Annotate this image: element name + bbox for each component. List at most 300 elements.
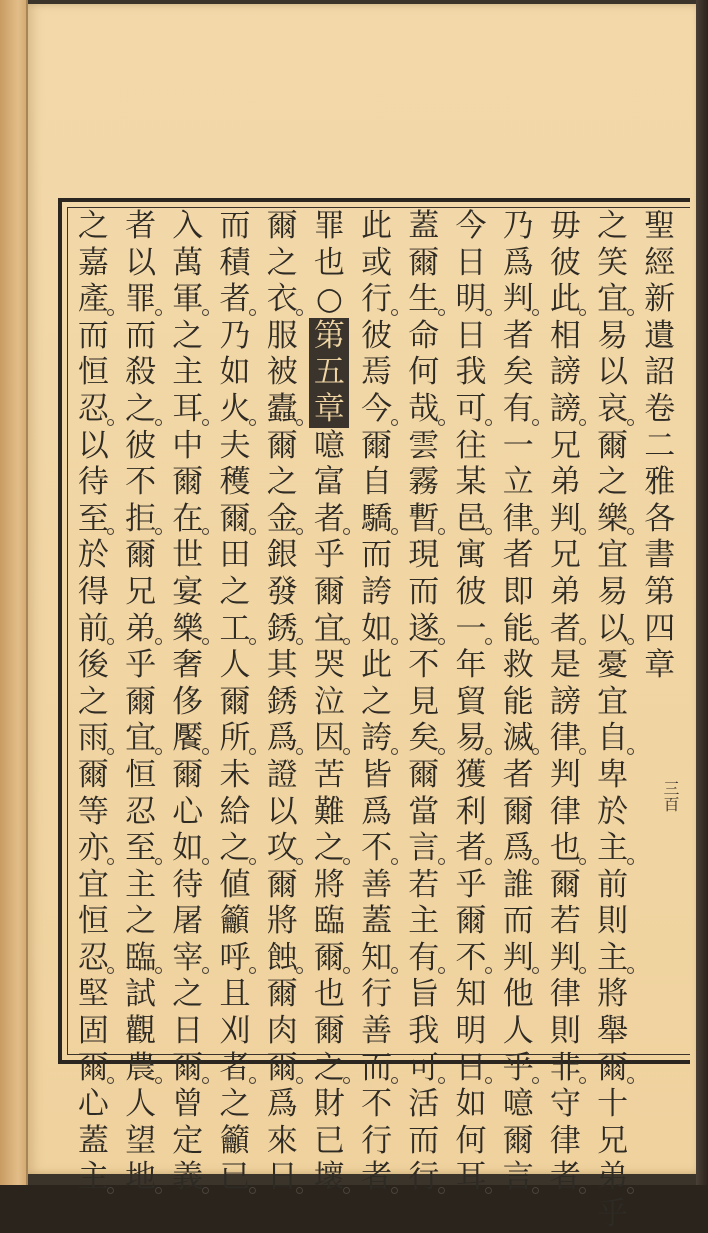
glyph: 律 (498, 501, 538, 538)
glyph: 主 (593, 830, 633, 867)
glyph: 憂 (597, 647, 629, 684)
glyph: 被 (266, 354, 298, 391)
glyph: 以 (125, 244, 157, 281)
glyph: 積 (219, 244, 251, 281)
glyph: 恒 (125, 756, 157, 793)
text-column (306, 208, 352, 1196)
text-column (448, 208, 494, 1196)
glyph: 罪 (313, 208, 345, 244)
glyph: 將 (313, 866, 345, 903)
glyph: 人 (502, 1013, 534, 1050)
glyph: 籲 (219, 1122, 251, 1159)
glyph: 銹 (266, 683, 298, 720)
glyph: 萬 (172, 244, 204, 281)
glyph: 苦 (313, 756, 345, 793)
glyph: 穫 (219, 464, 251, 501)
glyph: 爲 (361, 793, 393, 830)
glyph: 者 (545, 1159, 585, 1196)
glyph: 而 (357, 1050, 397, 1087)
glyph: 已 (215, 1159, 255, 1196)
glyph: 富 (313, 464, 345, 501)
glyph: 旨 (408, 976, 440, 1013)
text-column (259, 208, 305, 1196)
text-column (165, 208, 211, 1196)
glyph: 臨 (313, 903, 345, 940)
glyph: 爾 (219, 683, 251, 720)
glyph: 暫 (404, 501, 444, 538)
glyph: 待 (172, 866, 204, 903)
glyph: 某 (455, 464, 487, 501)
text-column (542, 208, 588, 1196)
glyph: 命 (408, 317, 440, 354)
glyph: 將 (266, 903, 298, 940)
glyph: 判 (498, 281, 538, 318)
glyph: 於 (597, 793, 629, 830)
glyph: 者 (451, 830, 491, 867)
glyph: 笑 (597, 244, 629, 281)
glyph: 立 (502, 464, 534, 501)
glyph: 而 (219, 208, 251, 244)
glyph: 爾 (172, 464, 204, 501)
glyph: 爲 (498, 830, 538, 867)
glyph: 年 (455, 647, 487, 684)
glyph: 未 (219, 756, 251, 793)
glyph: 之 (172, 317, 204, 354)
glyph: 恒 (77, 903, 109, 940)
glyph: 火 (215, 391, 255, 428)
glyph: 明 (451, 281, 491, 318)
glyph: 銀 (266, 537, 298, 574)
glyph: 誰 (502, 866, 534, 903)
glyph: 則 (549, 1013, 581, 1050)
glyph: 今 (455, 208, 487, 244)
glyph: 者 (215, 281, 255, 318)
glyph: 律 (549, 1122, 581, 1159)
glyph: 乃 (502, 208, 534, 244)
glyph: 謗 (549, 354, 581, 391)
glyph: 財 (313, 1086, 345, 1123)
glyph: 金 (262, 501, 302, 538)
glyph: 爾 (455, 903, 487, 940)
glyph: 得 (77, 573, 109, 610)
glyph: 詔 (644, 354, 676, 391)
glyph: 一 (451, 611, 491, 648)
glyph: 章 (644, 647, 676, 684)
glyph: 等 (77, 793, 109, 830)
glyph: 値 (219, 866, 251, 903)
glyph: 邑 (451, 501, 491, 538)
glyph: 行 (404, 1159, 444, 1196)
glyph: 之 (219, 573, 251, 610)
glyph: 之 (266, 244, 298, 281)
glyph: 侈 (172, 683, 204, 720)
glyph: 謗 (549, 683, 581, 720)
glyph: 忍 (73, 940, 113, 977)
glyph: 若 (549, 903, 581, 940)
glyph: 爾 (313, 573, 345, 610)
glyph: 蝕 (262, 940, 302, 977)
glyph: 雅 (644, 464, 676, 501)
binding-edge (696, 0, 708, 1185)
glyph: 宴 (172, 573, 204, 610)
glyph: 爾 (593, 1050, 633, 1087)
text-column (70, 208, 116, 1196)
glyph: 此 (361, 647, 393, 684)
glyph: 而 (502, 903, 534, 940)
glyph: 於 (77, 537, 109, 574)
glyph: 我 (455, 354, 487, 391)
glyph: 試 (125, 976, 157, 1013)
glyph: 非 (545, 1050, 585, 1087)
glyph: 罪 (121, 281, 161, 318)
glyph: 哉 (404, 391, 444, 428)
glyph: 田 (219, 537, 251, 574)
glyph: 已 (313, 1122, 345, 1159)
glyph: 主 (593, 940, 633, 977)
glyph: 驕 (357, 501, 397, 538)
glyph: 主 (73, 1159, 113, 1196)
glyph: 者 (545, 611, 585, 648)
glyph: 宜 (309, 611, 349, 648)
glyph: 十 (597, 1086, 629, 1123)
glyph: 守 (549, 1086, 581, 1123)
glyph: 不 (361, 1086, 393, 1123)
glyph: 明 (455, 1013, 487, 1050)
glyph: 之 (597, 208, 629, 244)
glyph: 利 (455, 793, 487, 830)
glyph: 工 (215, 611, 255, 648)
glyph: 曾 (172, 1086, 204, 1123)
glyph: 爾 (125, 683, 157, 720)
glyph: 毋 (549, 208, 581, 244)
glyph: 雲 (408, 427, 440, 464)
glyph: 乃 (219, 317, 251, 354)
glyph: 遂 (404, 611, 444, 648)
glyph: 乎 (597, 1196, 629, 1233)
glyph: 卑 (597, 756, 629, 793)
glyph: 日 (262, 1159, 302, 1196)
glyph: 殺 (125, 354, 157, 391)
glyph: 救 (502, 647, 534, 684)
glyph: 攻 (262, 830, 302, 867)
glyph: 後 (77, 647, 109, 684)
glyph: 主 (172, 354, 204, 391)
glyph: 善 (361, 866, 393, 903)
glyph: 也 (545, 830, 585, 867)
glyph: 爾 (408, 756, 440, 793)
glyph: 弟 (549, 464, 581, 501)
glyph: 爾 (309, 940, 349, 977)
glyph: 不 (408, 647, 440, 684)
glyph: 之 (125, 903, 157, 940)
glyph: 爾 (408, 244, 440, 281)
glyph: 嘉 (77, 244, 109, 281)
glyph: 而 (77, 317, 109, 354)
glyph: 易 (597, 317, 629, 354)
glyph: 待 (77, 464, 109, 501)
page-number: 三百 (661, 780, 680, 812)
glyph: 言 (498, 1159, 538, 1196)
glyph: 爾 (266, 427, 298, 464)
glyph: 書 (644, 537, 676, 574)
glyph: 泣 (313, 683, 345, 720)
glyph: 而 (361, 537, 393, 574)
glyph: 之 (219, 1086, 251, 1123)
glyph: 爾 (262, 1050, 302, 1087)
glyph: 爲 (266, 1086, 298, 1123)
glyph: 經 (644, 244, 676, 281)
glyph: 則 (597, 903, 629, 940)
glyph: 定 (172, 1122, 204, 1159)
glyph: 者 (125, 208, 157, 244)
glyph: 屠 (172, 903, 204, 940)
glyph: 日 (172, 1013, 204, 1050)
glyph: 相 (549, 317, 581, 354)
glyph: 自 (361, 464, 393, 501)
glyph: 蠹 (262, 391, 302, 428)
glyph: 爲 (262, 720, 302, 757)
glyph: 地 (121, 1159, 161, 1196)
glyph: 發 (266, 573, 298, 610)
glyph: 者 (502, 537, 534, 574)
glyph: 入 (172, 208, 204, 244)
glyph: 宜 (77, 866, 109, 903)
glyph: 兄 (597, 1122, 629, 1159)
glyph: 爾 (502, 1122, 534, 1159)
glyph: 滅 (498, 720, 538, 757)
glyph: 兄 (125, 573, 157, 610)
glyph: 之 (215, 830, 255, 867)
glyph: 行 (357, 281, 397, 318)
glyph: 義 (168, 1159, 208, 1196)
glyph: 固 (77, 1013, 109, 1050)
text-column (354, 208, 400, 1196)
glyph: 前 (73, 611, 113, 648)
glyph: 忍 (125, 793, 157, 830)
glyph: 之 (309, 830, 349, 867)
glyph: 之 (309, 1050, 349, 1087)
glyph: 之 (172, 976, 204, 1013)
glyph: 兄 (549, 537, 581, 574)
glyph: 且 (219, 976, 251, 1013)
previous-page-edge (0, 0, 28, 1185)
glyph: 第 (644, 573, 676, 610)
glyph: 人 (125, 1086, 157, 1123)
glyph: 農 (121, 1050, 161, 1087)
glyph: 中 (172, 427, 204, 464)
glyph: 二 (644, 427, 676, 464)
glyph: 堅 (77, 976, 109, 1013)
glyph: 人 (219, 647, 251, 684)
glyph: 以 (266, 793, 298, 830)
glyph: 籲 (219, 903, 251, 940)
glyph: 給 (219, 793, 251, 830)
glyph: 蓋 (361, 903, 393, 940)
glyph: 樂 (593, 501, 633, 538)
glyph: 心 (77, 1086, 109, 1123)
glyph: 寓 (455, 537, 487, 574)
glyph: 不 (357, 830, 397, 867)
glyph: 乎 (125, 647, 157, 684)
glyph: 蓋 (408, 208, 440, 244)
glyph: 知 (357, 940, 397, 977)
text-column (118, 208, 164, 1196)
glyph: 自 (593, 720, 633, 757)
glyph: 心 (172, 793, 204, 830)
glyph: 有 (404, 940, 444, 977)
glyph: 弟 (549, 573, 581, 610)
text-column (590, 208, 636, 1233)
glyph: 而 (408, 1122, 440, 1159)
glyph: 亦 (73, 830, 113, 867)
glyph: 如 (219, 354, 251, 391)
glyph: 他 (502, 976, 534, 1013)
glyph: 四 (644, 610, 676, 647)
glyph: 有 (498, 391, 538, 428)
glyph: 前 (597, 866, 629, 903)
glyph: 彼 (455, 573, 487, 610)
glyph: 觀 (125, 1013, 157, 1050)
glyph: 耳 (168, 391, 208, 428)
glyph: 新 (644, 281, 676, 318)
glyph: 產 (73, 281, 113, 318)
glyph: 弟 (121, 611, 161, 648)
glyph: 刈 (219, 1013, 251, 1050)
glyph: 誇 (361, 573, 393, 610)
glyph: 證 (266, 756, 298, 793)
glyph: 爾 (73, 1050, 113, 1087)
glyph: 若 (408, 866, 440, 903)
glyph: 忍 (73, 391, 113, 428)
running-title-column (637, 208, 683, 684)
glyph: 今 (357, 391, 397, 428)
glyph: 雨 (73, 720, 113, 757)
glyph: 至 (73, 501, 113, 538)
glyph: 肉 (266, 1013, 298, 1050)
glyph: 爾 (266, 866, 298, 903)
glyph: 在 (168, 501, 208, 538)
glyph: 彼 (361, 317, 393, 354)
glyph: 主 (125, 866, 157, 903)
glyph: 噫 (502, 1086, 534, 1123)
glyph: 可 (404, 1050, 444, 1087)
glyph: 見 (408, 683, 440, 720)
glyph: 而 (408, 573, 440, 610)
glyph: 善 (361, 1013, 393, 1050)
glyph: 之 (597, 464, 629, 501)
glyph: 焉 (361, 354, 393, 391)
glyph: 卷 (644, 390, 676, 427)
glyph: 各 (644, 500, 676, 537)
glyph: 拒 (121, 501, 161, 538)
glyph: 之 (77, 208, 109, 244)
glyph: 生 (404, 281, 444, 318)
glyph: 而 (125, 317, 157, 354)
glyph: 何 (455, 1122, 487, 1159)
glyph: 爲 (502, 244, 534, 281)
glyph: 之 (121, 391, 161, 428)
glyph: 兄 (549, 427, 581, 464)
glyph: 不 (451, 940, 491, 977)
glyph: 爾 (168, 1050, 208, 1087)
glyph: 一 (502, 427, 534, 464)
glyph: 所 (215, 720, 255, 757)
glyph: 爾 (313, 1013, 345, 1050)
glyph: 耳 (451, 1159, 491, 1196)
glyph: 至 (121, 830, 161, 867)
glyph: 哀 (593, 391, 633, 428)
glyph: 矣 (502, 354, 534, 391)
glyph: 也 (313, 976, 345, 1013)
glyph: 爾 (215, 501, 255, 538)
glyph: 現 (408, 537, 440, 574)
glyph: 將 (597, 976, 629, 1013)
glyph: 其 (266, 647, 298, 684)
glyph: 之 (361, 683, 393, 720)
glyph: 宰 (168, 940, 208, 977)
glyph: 彼 (125, 427, 157, 464)
glyph: 者 (502, 317, 534, 354)
glyph: 或 (361, 244, 393, 281)
glyph: 日 (455, 317, 487, 354)
glyph: 奢 (172, 647, 204, 684)
glyph: 律 (545, 720, 585, 757)
glyph: 樂 (168, 611, 208, 648)
glyph: 衣 (262, 281, 302, 318)
glyph: 行 (361, 976, 393, 1013)
glyph: 易 (451, 720, 491, 757)
glyph: 彼 (549, 244, 581, 281)
glyph: 蓋 (77, 1122, 109, 1159)
chapter-marker: 第 五 章 (309, 318, 349, 428)
glyph: 判 (545, 940, 585, 977)
glyph: 難 (313, 793, 345, 830)
glyph: ○ (315, 281, 343, 318)
glyph: 因 (309, 720, 349, 757)
glyph: 呼 (215, 940, 255, 977)
glyph: 爾 (502, 793, 534, 830)
glyph: 爾 (125, 537, 157, 574)
glyph: 往 (455, 427, 487, 464)
glyph: 乎 (313, 537, 345, 574)
glyph: 不 (125, 464, 157, 501)
glyph: 舉 (597, 1013, 629, 1050)
glyph: 夫 (219, 427, 251, 464)
glyph: 知 (455, 976, 487, 1013)
glyph: 爾 (172, 756, 204, 793)
glyph: 貿 (455, 683, 487, 720)
glyph: 我 (408, 1013, 440, 1050)
glyph: 聖 (644, 208, 676, 244)
glyph: 獲 (455, 756, 487, 793)
glyph: 當 (408, 793, 440, 830)
glyph: 律 (549, 793, 581, 830)
glyph: 誇 (357, 720, 397, 757)
glyph: 也 (313, 244, 345, 281)
glyph: 乎 (455, 866, 487, 903)
glyph: 皆 (361, 756, 393, 793)
glyph: 行 (361, 1122, 393, 1159)
glyph: 爾 (597, 427, 629, 464)
glyph: 此 (545, 281, 585, 318)
glyph: 宜 (597, 683, 629, 720)
glyph: 壞 (309, 1159, 349, 1196)
glyph: 矣 (404, 720, 444, 757)
glyph: 活 (408, 1086, 440, 1123)
glyph: 服 (266, 317, 298, 354)
glyph: 望 (125, 1122, 157, 1159)
glyph: 乎 (498, 1050, 538, 1087)
